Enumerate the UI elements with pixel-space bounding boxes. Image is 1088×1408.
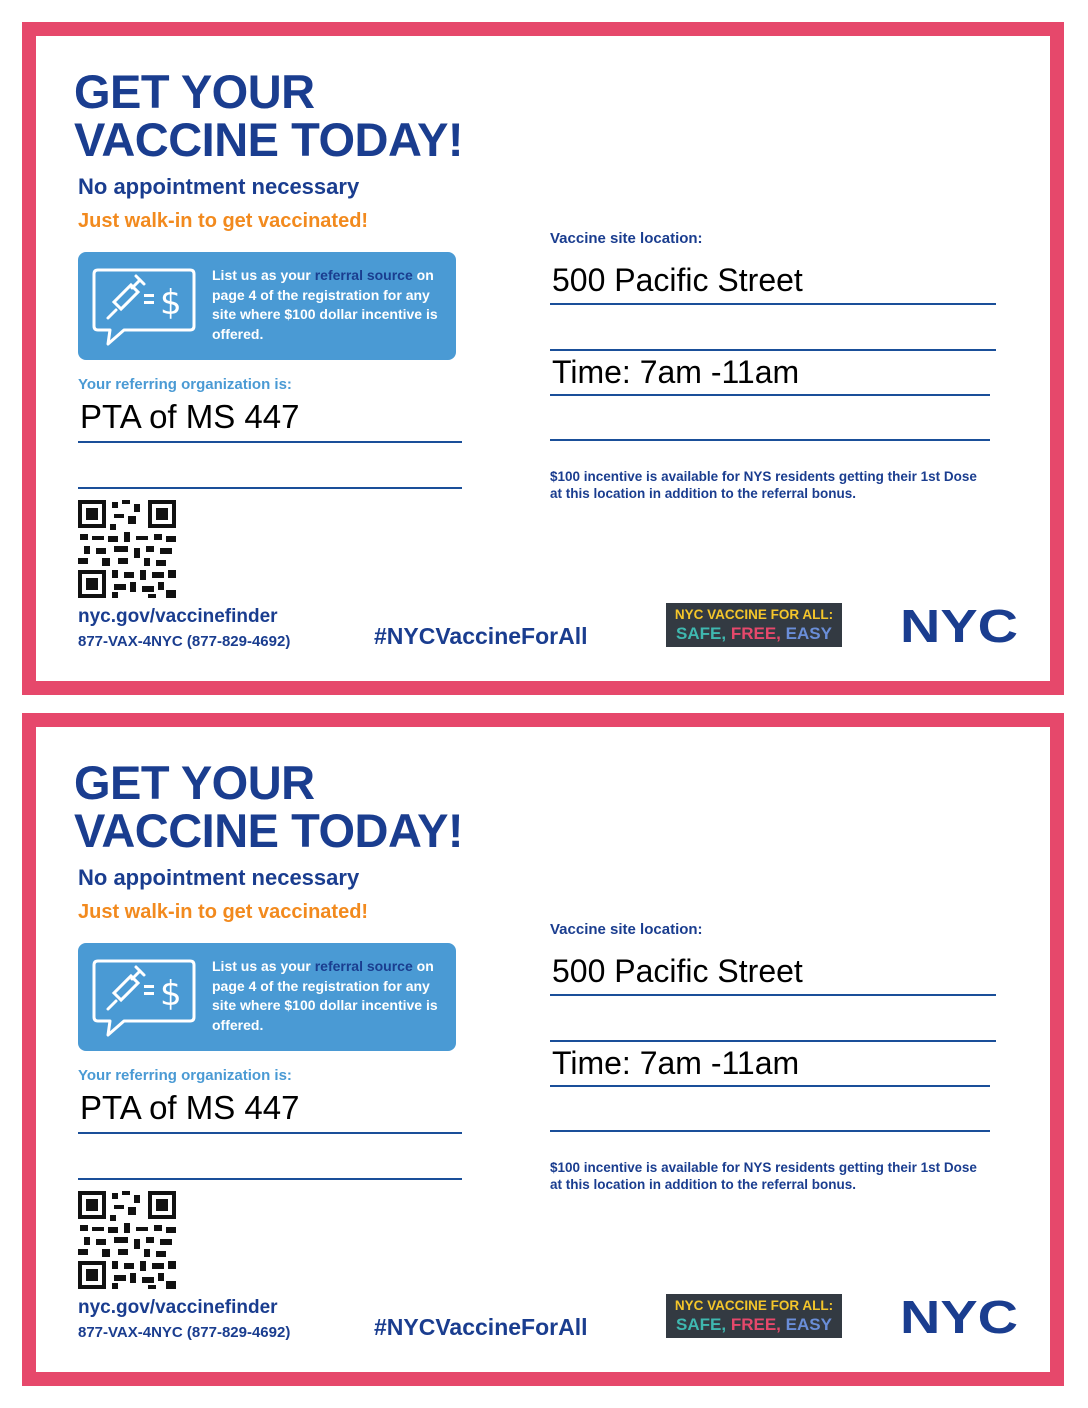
referral-source-highlight: referral source — [314, 267, 413, 283]
nyc-logo — [900, 606, 1020, 646]
org-underline-2 — [78, 487, 462, 489]
referral-source-highlight: referral source — [314, 958, 413, 974]
incentive-note: $100 incentive is available for NYS residents getting their 1st Dose at this location in addition to the referral bonus. — [550, 1160, 977, 1192]
referral-text: List us as your referral source on page 4 of the registration for any site where $100 dollar incentive is offered. — [212, 267, 438, 342]
site-underline-2 — [550, 1040, 996, 1042]
referring-org-value: PTA of MS 447 — [80, 398, 300, 435]
time-value: Time: 7am -11am — [552, 354, 800, 390]
site-location-label: Vaccine site location: — [550, 921, 703, 938]
referring-org-value: PTA of MS 447 — [80, 1089, 300, 1126]
headline: GET YOUR VACCINE TODAY! — [74, 65, 464, 166]
referral-info-box — [78, 252, 456, 360]
vaccine-for-all-badge — [666, 603, 842, 647]
time-underline-1 — [550, 394, 990, 396]
vaccine-finder-url: nyc.gov/vaccinefinder — [78, 606, 278, 627]
site-location-value: 500 Pacific Street — [552, 262, 803, 298]
svg-text:$: $ — [160, 283, 182, 323]
badge-tagline: SAFE, FREE, EASY — [676, 624, 832, 643]
qr-code — [78, 500, 176, 598]
phone-number: 877-VAX-4NYC (877-829-4692) — [78, 633, 291, 650]
vaccine-finder-url: nyc.gov/vaccinefinder — [78, 1297, 278, 1318]
incentive-note: $100 incentive is available for NYS residents getting their 1st Dose at this location in addition to the referral bonus. — [550, 469, 977, 501]
time-value: Time: 7am -11am — [552, 1045, 800, 1081]
site-underline-2 — [550, 349, 996, 351]
referring-org-label: Your referring organization is: — [78, 1067, 292, 1084]
org-underline-2 — [78, 1178, 462, 1180]
referring-org-label: Your referring organization is: — [78, 376, 292, 393]
qr-code — [78, 1191, 176, 1289]
hashtag: #NYCVaccineForAll — [374, 623, 588, 649]
walk-in-text: Just walk-in to get vaccinated! — [78, 210, 369, 232]
badge-title: NYC VACCINE FOR ALL: — [674, 607, 834, 622]
flyer-card-body — [36, 727, 1050, 1372]
org-underline-1 — [78, 1132, 462, 1134]
svg-text:NYC: NYC — [900, 606, 1018, 646]
referral-text: List us as your referral source on page 4 of the registration for any site where $100 dollar incentive is offered. — [212, 958, 438, 1033]
site-underline-1 — [550, 303, 996, 305]
walk-in-text: Just walk-in to get vaccinated! — [78, 901, 369, 923]
site-underline-1 — [550, 994, 996, 996]
referral-info-box — [78, 943, 456, 1051]
headline: GET YOUR VACCINE TODAY! — [74, 756, 464, 857]
syringe-dollar-chat-icon — [90, 955, 198, 1039]
no-appointment-text: No appointment necessary — [78, 174, 360, 199]
time-underline-2 — [550, 439, 990, 441]
phone-number: 877-VAX-4NYC (877-829-4692) — [78, 1324, 291, 1341]
flyer-card-1 — [22, 22, 1064, 695]
nyc-logo — [900, 1297, 1020, 1337]
hashtag: #NYCVaccineForAll — [374, 1314, 588, 1340]
flyer-card-2 — [22, 713, 1064, 1386]
time-underline-2 — [550, 1130, 990, 1132]
vaccine-for-all-badge — [666, 1294, 842, 1338]
svg-text:NYC: NYC — [900, 1297, 1018, 1337]
syringe-dollar-chat-icon — [90, 264, 198, 348]
badge-tagline: SAFE, FREE, EASY — [676, 1315, 832, 1334]
org-underline-1 — [78, 441, 462, 443]
site-location-value: 500 Pacific Street — [552, 953, 803, 989]
flyer-card-body — [36, 36, 1050, 681]
svg-text:$: $ — [160, 974, 182, 1014]
no-appointment-text: No appointment necessary — [78, 865, 360, 890]
time-underline-1 — [550, 1085, 990, 1087]
site-location-label: Vaccine site location: — [550, 230, 703, 247]
badge-title: NYC VACCINE FOR ALL: — [674, 1298, 834, 1313]
